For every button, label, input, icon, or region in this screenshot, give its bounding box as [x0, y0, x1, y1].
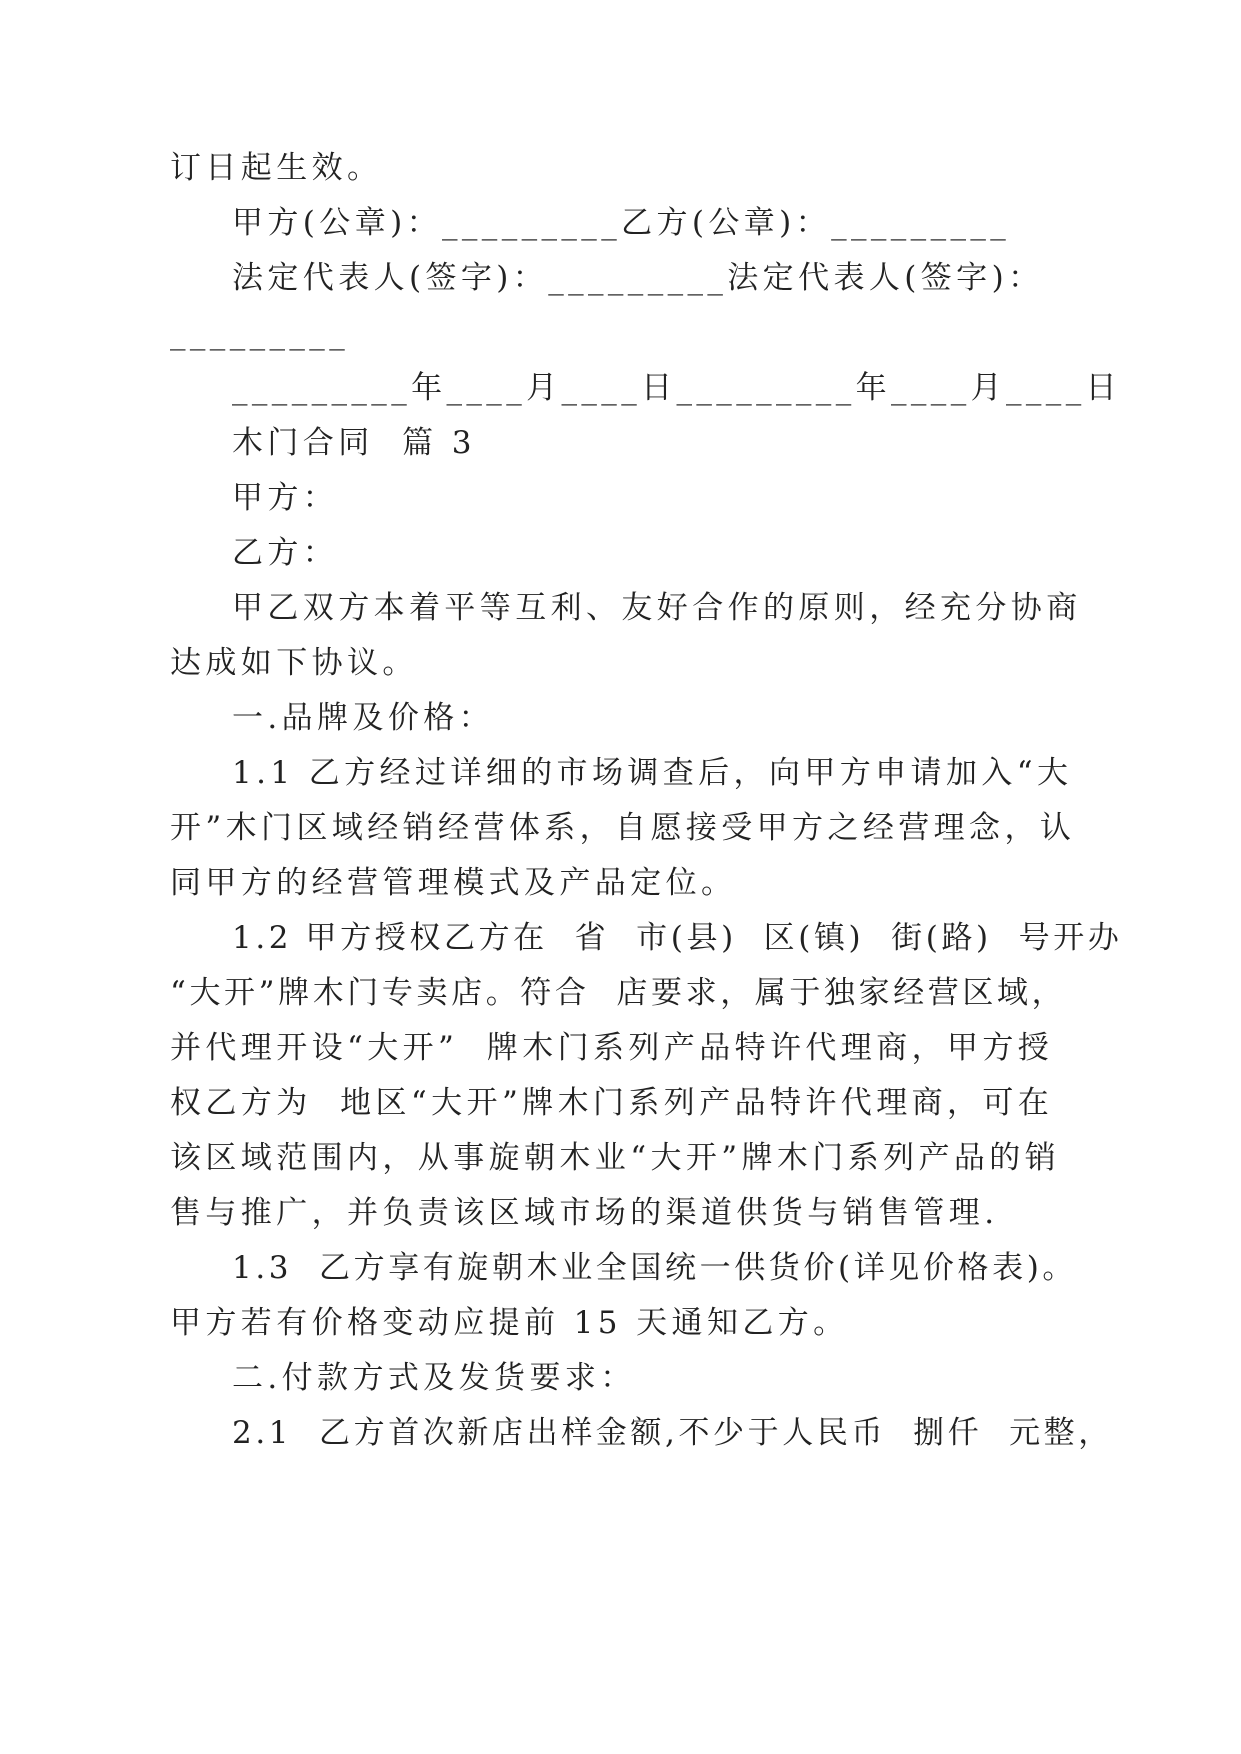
- party-seal-line: 甲方(公章)：_________乙方(公章)：_________: [232, 205, 1011, 241]
- clause-2-1: 2.1 乙方首次新店出样金额,不少于人民币 捌仟 元整，: [232, 1415, 1113, 1451]
- clause-1-2-cont-4: 该区域范围内，从事旋朝木业“大开”牌木门系列产品的销: [170, 1140, 1061, 1176]
- clause-1-1: 1.1 乙方经过详细的市场调查后，向甲方申请加入“大: [232, 755, 1073, 791]
- clause-1-2-cont-2: 并代理开设“大开” 牌木门系列产品特许代理商，甲方授: [170, 1030, 1054, 1066]
- party-b-line: 乙方：: [232, 535, 339, 571]
- signing-date-line: _________年____月____日_________年____月____日: [232, 370, 1121, 406]
- clause-1-2-cont-3: 权乙方为 地区“大开”牌木门系列产品特许代理商，可在: [170, 1085, 1054, 1121]
- clause-1-2: 1.2 甲方授权乙方在 省 市(县) 区(镇) 街(路) 号开办: [232, 920, 1123, 956]
- heading-brand-price: 一.品牌及价格：: [232, 700, 495, 736]
- clause-1-1-cont-2: 同甲方的经营管理模式及产品定位。: [170, 865, 737, 901]
- clause-1-3: 1.3 乙方享有旋朝木业全国统一供货价(详见价格表)。: [232, 1250, 1077, 1286]
- party-a-line: 甲方：: [232, 480, 339, 516]
- legal-rep-signature-line: 法定代表人(签字)：_________法定代表人(签字)：: [232, 260, 1044, 296]
- clause-1-1-cont-1: 开”木门区域经销经营体系，自愿接受甲方之经营理念，认: [170, 810, 1076, 846]
- section-title: 木门合同 篇 3: [232, 425, 476, 461]
- legal-rep-signature-blank: _________: [170, 315, 350, 351]
- clause-1-2-cont-1: “大开”牌木门专卖店。符合 店要求，属于独家经营区域，: [170, 975, 1067, 1011]
- agreement-intro-cont: 达成如下协议。: [170, 645, 418, 681]
- agreement-intro: 甲乙双方本着平等互利、友好合作的原则，经充分协商: [232, 590, 1082, 626]
- clause-1-3-cont: 甲方若有价格变动应提前 15 天通知乙方。: [170, 1305, 849, 1341]
- clause-1-2-cont-5: 售与推广，并负责该区域市场的渠道供货与销售管理.: [170, 1195, 999, 1231]
- paragraph-effective-date: 订日起生效。: [170, 150, 383, 186]
- heading-payment-delivery: 二.付款方式及发货要求：: [232, 1360, 636, 1396]
